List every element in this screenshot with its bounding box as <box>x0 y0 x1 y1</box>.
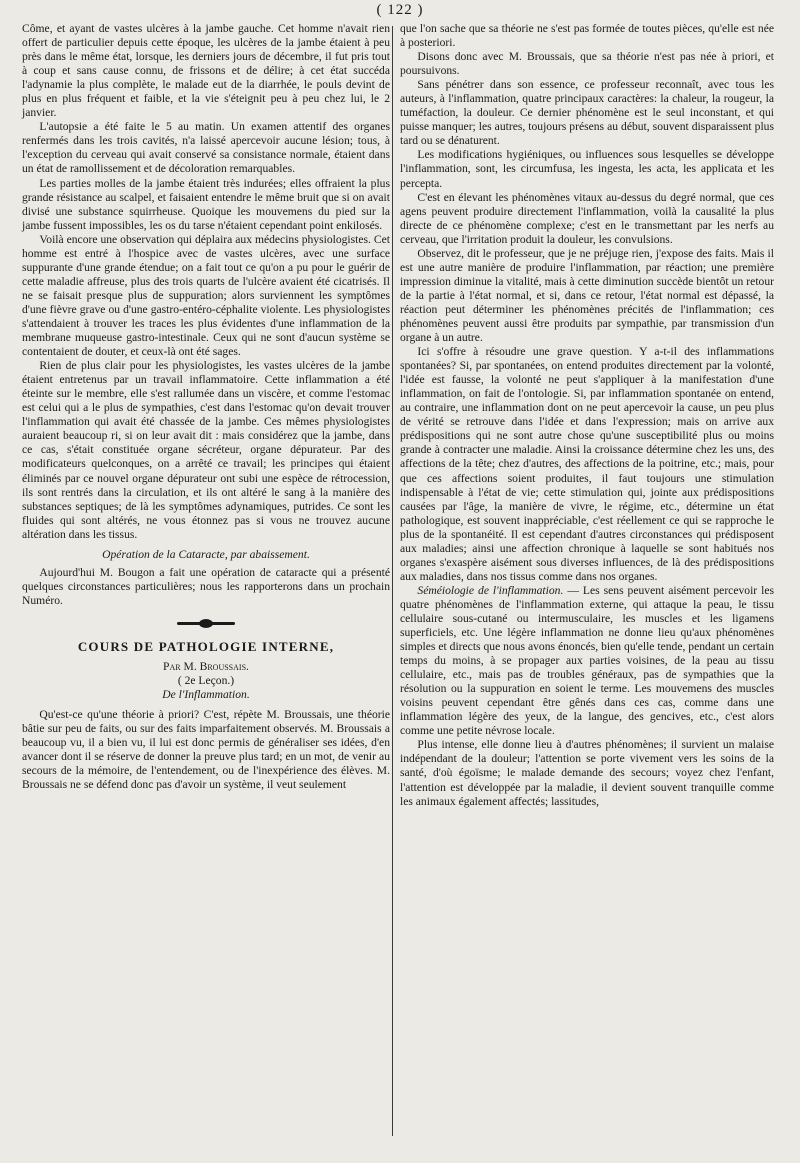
course-lesson: ( 2e Leçon.) <box>177 674 235 688</box>
paragraph: Rien de plus clair pour les physiologistes, les vastes ulcères de la jambe étaient entretenus par un travail inflammatoire. Cette inflammation a été éteinte sur le membre, elle s'est rallumée dans un viscère, et comme l'estomac est celui qui a le plus de sympathies, c'est dans l'estomac qu'on devait trouver l'inflammation qui avait été chassée de la jambe. Ces mêmes physiologistes auraient beaucoup ri, si on leur avait dit : mais considérez que la jambe, dans ce cas, s'était constituée organe sécréteur, organe dépurateur. Par des modificateurs quelconques, on a arrêté ce travail; les principes qui étaient éliminés par ce nouvel organe dépurateur ont subi une espèce de rétrocession, ils sont rentrés dans la circulation, et ils ont altéré le sang à la manière des substances septiques; de là les symptômes adynamiques, putrides. Ce sont les fluides qui sont altérés, ne vous étonnez pas si vous ne trouvez aucune altération dans les tissus. <box>22 359 390 541</box>
paragraph: Qu'est-ce qu'une théorie à priori? C'est, répète M. Broussais, une théorie bâtie sur peu de faits, ou sur des faits imparfaitement observés. M. Broussais a beaucoup vu, il a bien vu, il lui est donc permis de généraliser ses idées, d'en avancer dont il se réserve de donner la preuve plus tard; en un mot, de venir au secours de la mémoire, de l'entendement, ou de l'inexpérience des élèves. M. Broussais ne se défend donc pas d'avoir un système, il veut seulement <box>22 708 390 792</box>
paragraph: C'est en élevant les phénomènes vitaux au-dessus du degré normal, que ces agens peuvent produire directement l'inflammation, voilà la causalité la plus directe de ce phénomène complexe; c'est en le transmettant par les nerfs au cerveau, que l'irritation produit la douleur, les convulsions. <box>400 190 774 246</box>
course-subject: De l'Inflammation. <box>162 688 250 702</box>
column-rule <box>392 26 393 1136</box>
paragraph-semeiologie <box>400 584 774 739</box>
paragraph: Plus intense, elle donne lieu à d'autres phénomènes; il survient un malaise indépendant de la douleur; l'attention se porte vivement vers les soins de la santé, d'où égoïsme; le malade demande des secours; voyez chez l'enfant, l'attention est développée par la maladie, il devient souvent tranquille comme les animaux également affectés; lassitudes, <box>400 738 774 808</box>
paragraph: Disons donc avec M. Broussais, que sa théorie n'est pas née à priori, et poursuivons. <box>400 50 774 78</box>
section-title-cataract: Opération de la Cataracte, par abaissement. <box>102 547 310 561</box>
paragraph: Observez, dit le professeur, que je ne préjuge rien, j'expose des faits. Mais il est une autre manière de produire l'inflammation, par réaction; une première impression diminue la vitalité, mais à cette diminution succède bientôt un retour de la partie à l'état normal, et si, dans ce retour, l'état normal est dépassé, la réaction peut déterminer les phénomènes précités de l'inflammation; ces phénomènes peuvent aussi être produits par sympathie, par transmission d'un organe à un autre. <box>400 246 774 345</box>
paragraph: Les parties molles de la jambe étaient très indurées; elles offraient la plus grande résistance au scalpel, et faisaient entendre le même bruit que si on avait divisé une substance squirrheuse. Quoique les mouvemens du pied sur la jambe fussent impossibles, les os du tarse n'étaient cependant point enkilosés. <box>22 176 390 232</box>
paragraph: Ici s'offre à résoudre une grave question. Y a-t-il des inflammations spontanées? Si, par spontanées, on entend produites directement par la volonté, l'idée est fausse, la volonté ne peut s'appliquer à la manifestation d'une inflammation, on fait de l'ontologie. Si, par inflammation spontanée on entend, au contraire, une inflammation dont on ne peut apercevoir la cause, un peu plus de vérité se retrouve dans l'idée et dans l'expression; mais on arrive aux prédispositions qui ne sont autre chose qu'une susceptibilité plus ou moins grande à contracter une maladie. Ainsi la croissance détermine chez les uns, des affections de la tête; chez d'autres, des affections de la poitrine, etc.; mais, pour que ces affections soient produites, il faut toujours une stimulation indispensable à l'état de vie; cette stimulation qui, jointe aux prédispositions causées par l'âge, la manière de vivre, le régime, etc., détermine un état pathologique, est souvent inappréciable, c'est réellement ce qui se rapproche le plus de la spontanéité. Il est cependant d'autres circonstances qui prédisposent aux maladies; ainsi une affection chronique à laquelle se sont habitués nos organes s'exaspère aisément sous diverses influences, de là des prédispositions aux maladies, dans nos tissus comme dans nos organes. <box>400 345 774 583</box>
section-title-semeiologie: Séméiologie de l'inflammation. <box>417 583 564 597</box>
right-column <box>400 22 774 809</box>
paragraph: L'autopsie a été faite le 5 au matin. Un examen attentif des organes renfermés dans les trois cavités, n'a laissé apercevoir aucune lésion; tous, à l'exception du cerveau qui avait conservé sa consistance normale, étaient dans un état de ramollissement et de décoloration remarquables. <box>22 120 390 176</box>
course-title: COURS DE PATHOLOGIE INTERNE, <box>77 638 335 654</box>
paragraph: Voilà encore une observation qui déplaira aux médecins physiologistes. Cet homme est entré à l'hospice avec de vastes ulcères, avec une surface suppurante d'une grande étendue; on a fait tout ce qu'on a pu pour le guérir de cette maladie affreuse, plus des trois quarts de l'ulcère avaient été cicatrisés. Il ne se faisait presque plus de suppuration; alors surviennent les symptômes d'une fièvre grave ou d'une gastro-entéro-céphalite violente. Les physiologistes s'attendaient à trouver les traces les plus évidentes d'une inflammation de la membrane muqueuse gastro-intestinale. Ceux qui ne sont d'aucun système se contentaient de douter, et ceux-là ont été sages. <box>22 232 390 359</box>
paragraph: Aujourd'hui M. Bougon a fait une opération de cataracte qui a présenté quelques circonstances particulières; nous les rapporterons dans un prochain Numéro. <box>22 565 390 607</box>
paragraph: que l'on sache que sa théorie ne s'est pas formée de toutes pièces, qu'elle est née à posteriori. <box>400 22 774 50</box>
paragraph: Côme, et ayant de vastes ulcères à la jambe gauche. Cet homme n'avait rien offert de particulier depuis cette époque, les ulcères de la jambe étaient à peu près dans le même état, lorsque, les derniers jours de décembre, il fut pris tout à coup et sans cause connu, de frissons et de délire; à cet état succéda l'adynamie la plus complète, le malade eut de la diarrhée, le pouls devint de plus en plus fréquent et faible, et la vie s'éteignit peu à peu chez lui, le 2 janvier. <box>22 22 390 120</box>
page-number: ( 122 ) <box>376 2 424 18</box>
section-divider-ornament <box>22 616 390 632</box>
paragraph: Sans pénétrer dans son essence, ce professeur reconnaît, avec tous les auteurs, à l'inflammation, quatre principaux caractères: la chaleur, la rougeur, la tuméfaction, la douleur. Ce dernier phénomène est le seul inconstant, et qui puisse manquer; les autres, toujours présens au début, souvent disparaissent plus tard ou se dénaturent. <box>400 78 774 148</box>
semeiologie-text: — Les sens peuvent aisément percevoir les quatre phénomènes de l'inflammation externe, qui attaque la peau, le tissu cellulaire sous-cutané ou intermusculaire, les muscles et les ligamens superficiels, etc. Une légère inflammation ne donne lieu qu'aux phénomènes simples et directs que nous avons énoncés, bien qu'elle tende, pendant un certain temps du moins, à se propager aux parties voisines, de la peau au tissu cellulaire, etc., mais pas de troubles généraux, pas de sympathies que la résolution ou la suppuration en soient le terme. Les mouvemens des muscles voisins peuvent cependant être gênés dans ces cas, comme dans une inflammation légère des yeux, de la langue, des gencives, etc., c'est alors comme une petite névrose locale. <box>400 583 774 738</box>
left-column <box>22 22 390 792</box>
course-author: Par M. Broussais. <box>163 659 249 673</box>
paragraph: Les modifications hygiéniques, ou influences sous lesquelles se développe l'inflammation, sont, les circumfusa, les ingesta, les acta, les applicata et les percepta. <box>400 148 774 190</box>
